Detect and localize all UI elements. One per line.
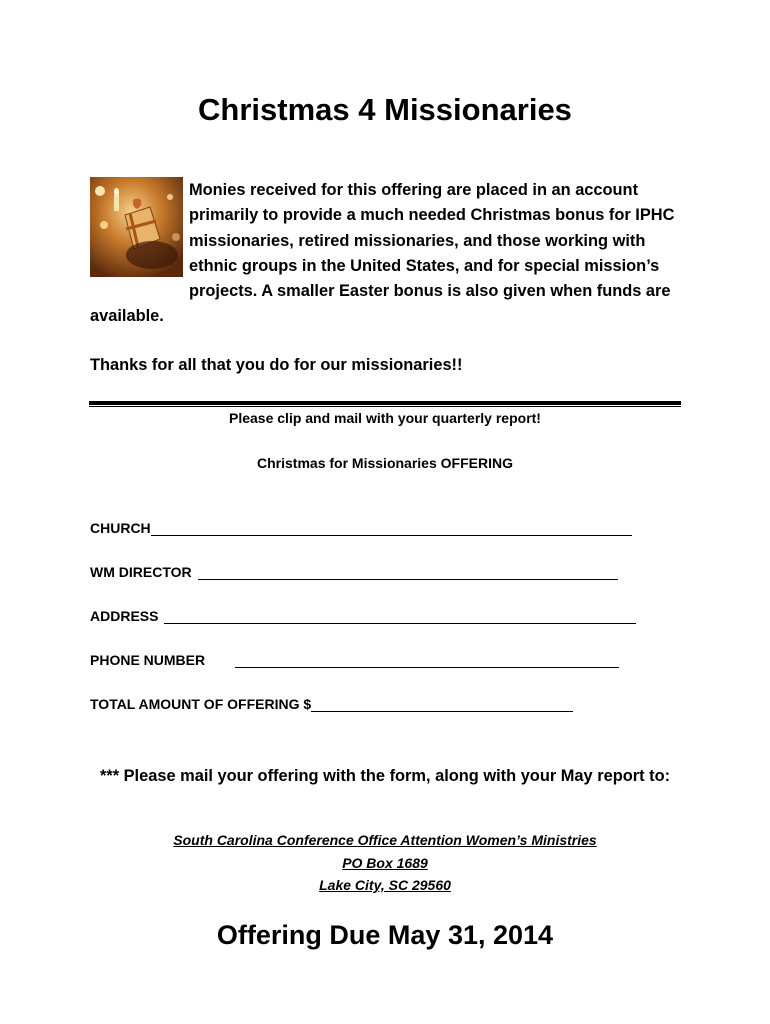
church-label: CHURCH [90, 520, 151, 536]
address-label: ADDRESS [90, 608, 159, 624]
thanks-text: Thanks for all that you do for our missionaries!! [90, 356, 463, 374]
image-wrap-spacer [90, 178, 189, 303]
mail-instructions: *** Please mail your offering with the form, along with your May report to: [99, 767, 671, 785]
intro-paragraph [90, 178, 690, 330]
clip-note: Please clip and mail with your quarterly report! [229, 410, 541, 426]
wm-director-field [90, 564, 618, 580]
church-field [90, 520, 632, 536]
phone-field [90, 652, 619, 668]
offering-due-date: Offering Due May 31, 2014 [216, 920, 554, 950]
address-line-3: Lake City, SC 29560 [319, 877, 451, 893]
wm-director-label: WM DIRECTOR [90, 564, 192, 580]
clip-divider-thin [89, 406, 681, 407]
form-title: Christmas for Missionaries OFFERING [257, 455, 513, 471]
phone-label: PHONE NUMBER [90, 652, 206, 668]
phone-blank[interactable] [235, 652, 619, 668]
address-field [90, 608, 636, 624]
wm-director-blank[interactable] [198, 564, 618, 580]
total-offering-label: TOTAL AMOUNT OF OFFERING $ [90, 696, 312, 712]
intro-text: Monies received for this offering are placed in an account primarily to provide a much needed Christmas bonus for IPHC missionaries, retired missionaries, and those working with ethnic groups in the United States, and for special mission’s projects. A smaller Easter bonus is also given when funds are available. [90, 181, 675, 326]
address-blank[interactable] [164, 608, 636, 624]
total-offering-field [90, 696, 573, 712]
total-offering-blank[interactable] [311, 696, 573, 712]
clip-divider-thick [89, 401, 681, 405]
church-blank[interactable] [151, 520, 632, 536]
address-line-2: PO Box 1689 [342, 855, 428, 871]
address-line-1: South Carolina Conference Office Attention Women’s Ministries [173, 832, 597, 848]
page-title: Christmas 4 Missionaries [198, 92, 572, 127]
